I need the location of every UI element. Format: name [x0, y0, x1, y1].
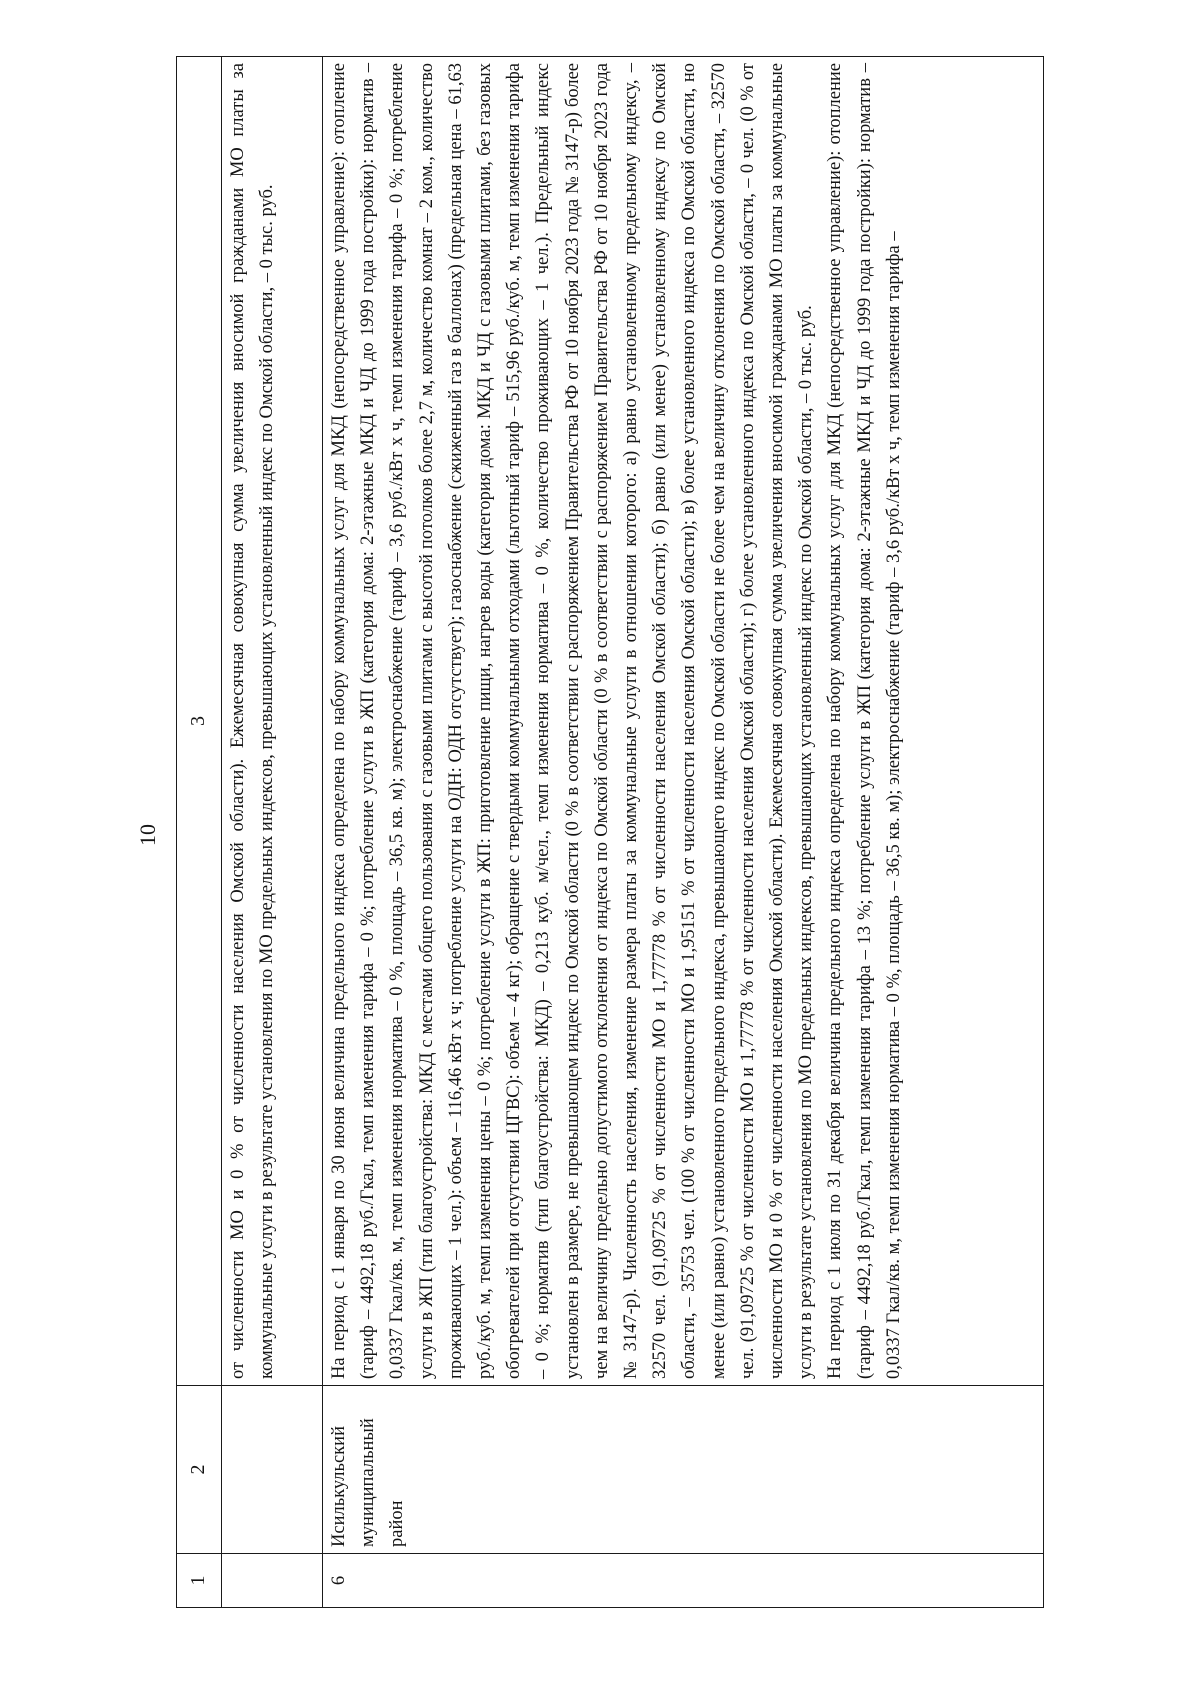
- description-cell: от численности МО и 0 % от численности населения Омской области). Ежемесячная совокупная сумма увеличения вносимой гражданами МО платы за коммунальные услуги в результате установления по МО предельных индексов, превышающих установленный индекс по Омской области, – 0 тыс. руб.: [222, 57, 323, 1386]
- column-number-2: 2: [177, 1386, 222, 1554]
- page-number: 10: [135, 824, 160, 846]
- table-row-isilkul: [323, 57, 1044, 1608]
- table-row-continuation: [222, 57, 323, 1608]
- column-number-1: 1: [177, 1554, 222, 1608]
- data-table: [176, 56, 1044, 1608]
- period-second-half-text: На период с 1 июля по 31 декабря величина предельного индекса определена по набору коммунальных услуг для МКД (непосредственное управление): отопление (тариф – 4492,18 руб./Гкал, темп изменения тарифа – 13 %; потребление услуги в ЖП (категория дома: 2-этажные МКД и ЧД до 1999 года постройки): норматив – 0,0337 Гкал/кв. м, темп изменения норматива – 0 %, площадь – 36,5 кв. м); электроснабжение (тариф – 3,6 руб./кВт х ч, темп изменения тарифа –: [825, 63, 904, 1379]
- municipality-name-cell: Исилькульский муниципальный район: [323, 1386, 1044, 1554]
- column-number-3: 3: [177, 57, 222, 1386]
- landscape-table-frame: [176, 56, 1044, 1608]
- row-number-cell: [222, 1554, 323, 1608]
- description-cell: [323, 57, 1044, 1386]
- rotated-page-content: [176, 56, 1044, 1608]
- row-number-cell: 6: [323, 1554, 1044, 1608]
- period-first-half-text: На период с 1 января по 30 июня величина предельного индекса определена по набору коммунальных услуг для МКД (непосредственное управление): отопление (тариф – 4492,18 руб./Гкал, темп изменения тарифа – 0 %; потребление услуги в ЖП (категория дома: 2-этажные МКД и ЧД до 1999 года постройки): норматив – 0,0337 Гкал/кв. м, темп изменения норматива – 0 %, площадь – 36,5 кв. м); электроснабжение (тариф – 3,6 руб./кВт х ч, темп изменения тарифа – 0 %; потребление услуги в ЖП (тип благоустройства: МКД с местами общего пользования с газовыми плитами с высотой потолков более 2,7 м, количество комнат – 2 ком., количество проживающих – 1 чел.): объем – 116,46 кВт х ч; потребление услуги на ОДН: ОДН отсутствует); газоснабжение (сжиженный газ в баллонах) (предельная цена – 61,63 руб./куб. м, темп изменения цены – 0 %; потребление услуги в ЖП: приготовление пищи, нагрев воды (категория дома: МКД и ЧД с газовыми плитами, без газовых обогревателей при отсутствии ЦГВС): объем – 4 кг); обращение с твердыми коммунальными отходами (льготный тариф – 515,96 руб./куб. м, темп изменения тарифа – 0 %; норматив (тип благоустройства: МКД) – 0,213 куб. м/чел., темп изменения норматива – 0 %, количество проживающих – 1 чел.). Предельный индекс установлен в размере, не превышающем индекс по Омской области (0 % в соответствии с распоряжением Правительства РФ от 10 ноября 2023 года № 3147-р) более чем на величину предельно допустимого отклонения от индекса по Омской области (0 % в соответствии с распоряжением Правительства РФ от 10 ноября 2023 года № 3147-р). Численность населения, изменение размера платы за коммунальные услуги в отношении которого: а) равно установленному предельному индексу, – 32570 чел. (91,09725 % от численности МО и 1,77778 % от численности населения Омской области); б) равно (или менее) установленному индексу по Омской области, – 35753 чел. (100 % от численности МО и 1,95151 % от численности населения Омской области); в) более установленного индекса по Омской области, но менее (или равно) установленного предельного индекса, превышающего индекс по Омской области не более чем на величину отклонения по Омской области, – 32570 чел. (91,09725 % от численности МО и 1,77778 % от численности населения Омской области); г) более установленного индекса по Омской области, – 0 чел. (0 % от численности МО и 0 % от численности населения Омской области). Ежемесячная совокупная сумма увеличения вносимой гражданами МО платы за коммунальные услуги в результате установления по МО предельных индексов, превышающих установленный индекс по Омской области, – 0 тыс. руб.: [329, 63, 817, 1379]
- municipality-name-cell: [222, 1386, 323, 1554]
- table-header-row: [177, 57, 222, 1608]
